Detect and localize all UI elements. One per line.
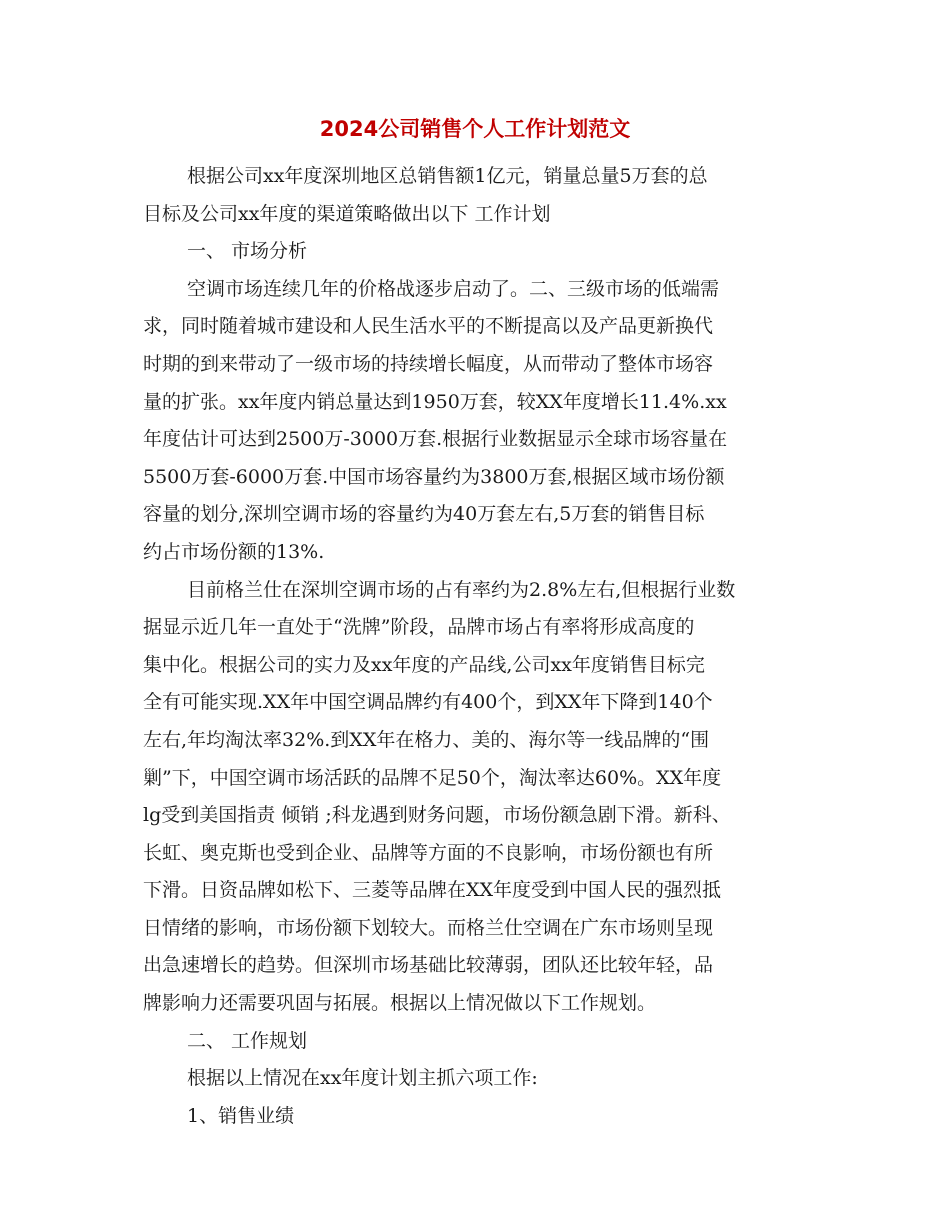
- text-line: 量的扩张。xx年度内销总量达到1950万套，较XX年度增长11.4%.xx: [143, 390, 727, 413]
- text-line: 剿”下，中国空调市场活跃的品牌不足50个，淘汰率达60%。XX年度: [143, 766, 722, 789]
- text-line: 据显示近几年一直处于“洗牌”阶段，品牌市场占有率将形成高度的: [143, 616, 695, 639]
- text-line: 根据以上情况在xx年度计划主抓六项工作:: [187, 1067, 538, 1090]
- text-line: 求，同时随着城市建设和人民生活水平的不断提高以及产品更新换代: [143, 315, 714, 338]
- text-line: 时期的到来带动了一级市场的持续增长幅度，从而带动了整体市场容: [143, 352, 714, 375]
- text-line: 下滑。日资品牌如松下、三菱等品牌在XX年度受到中国人民的强烈抵: [143, 879, 722, 902]
- text-line: 全有可能实现.XX年中国空调品牌约有400个，到XX年下降到140个: [143, 691, 713, 714]
- text-line: 约占市场份额的13%.: [143, 540, 325, 563]
- text-line: 日情绪的影响，市场份额下划较大。而格兰仕空调在广东市场则呈现: [143, 916, 714, 939]
- text-line: 二、 工作规划: [187, 1029, 308, 1052]
- text-line: 年度估计可达到2500万-3000万套.根据行业数据显示全球市场容量在: [143, 428, 728, 451]
- text-line: 集中化。根据公司的实力及xx年度的产品线,公司xx年度销售目标完: [143, 653, 705, 676]
- text-line: 空调市场连续几年的价格战逐步启动了。二、三级市场的低端需: [187, 277, 720, 300]
- text-line: 一、 市场分析: [187, 240, 308, 263]
- text-line: 出急速增长的趋势。但深圳市场基础比较薄弱，团队还比较年轻，品: [143, 954, 714, 977]
- text-line: 根据公司xx年度深圳地区总销售额1亿元，销量总量5万套的总: [187, 165, 708, 187]
- text-line: 目标及公司xx年度的渠道策略做出以下 工作计划: [143, 202, 551, 225]
- text-line: 1、销售业绩: [187, 1104, 295, 1127]
- text-line: 牌影响力还需要巩固与拓展。根据以上情况做以下工作规划。: [143, 992, 657, 1015]
- document-body: [143, 158, 813, 1135]
- text-line: 目前格兰仕在深圳空调市场的占有率约为2.8%左右,但根据行业数: [187, 578, 736, 601]
- text-line: 长虹、奥克斯也受到企业、品牌等方面的不良影响，市场份额也有所: [143, 841, 714, 864]
- text-line: 左右,年均淘汰率32%.到XX年在格力、美的、海尔等一线品牌的“围: [143, 728, 710, 751]
- text-line: lg受到美国指责 倾销 ;科龙遇到财务问题，市场份额急剧下滑。新科、: [143, 804, 731, 827]
- text-line: 5500万套-6000万套.中国市场容量约为3800万套,根据区域市场份额: [143, 465, 725, 488]
- document-title: 2024公司销售个人工作计划范文: [319, 117, 631, 141]
- text-line: 容量的划分,深圳空调市场的容量约为40万套左右,5万套的销售目标: [143, 503, 705, 526]
